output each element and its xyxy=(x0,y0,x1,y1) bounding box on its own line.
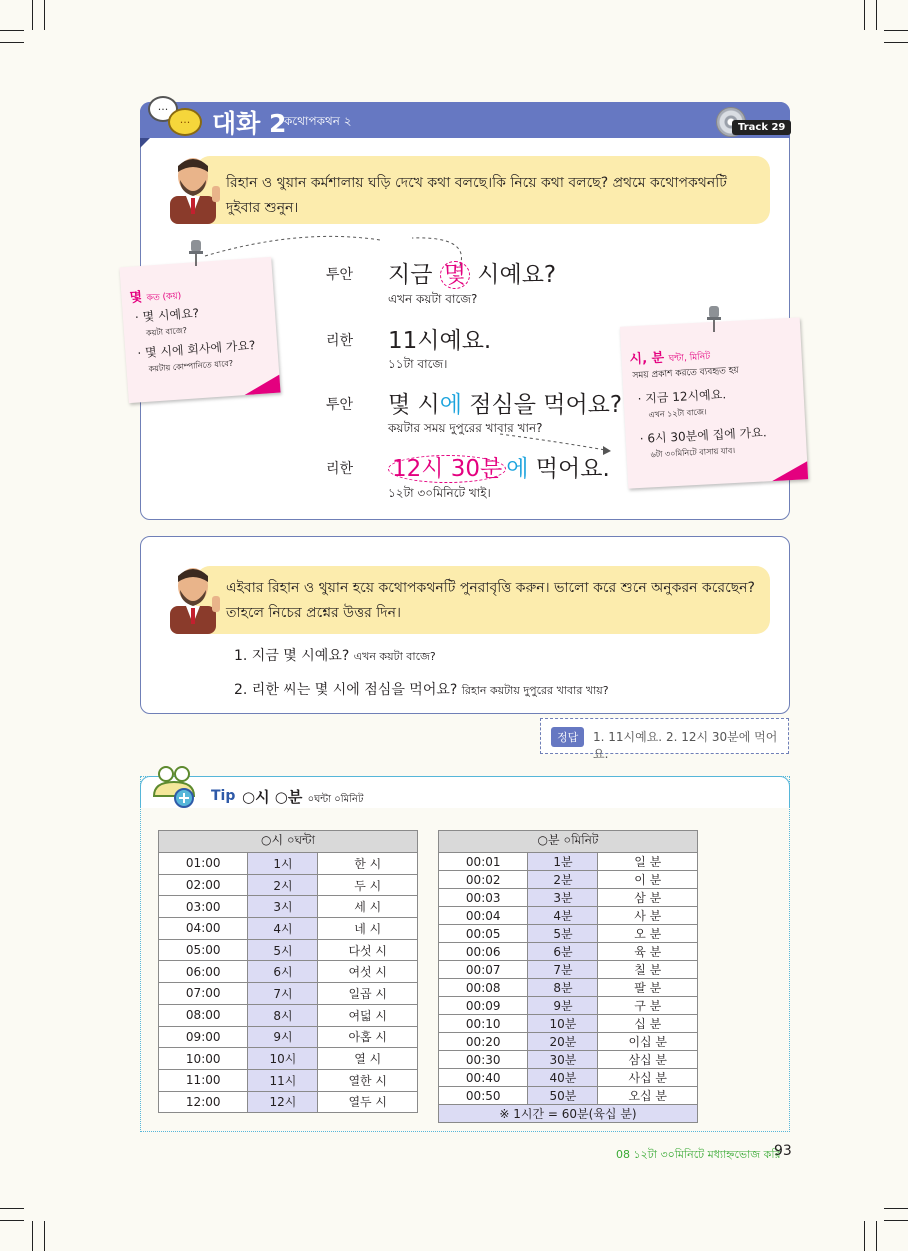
minutes-table xyxy=(438,830,698,1123)
time-cell: 11:00 xyxy=(159,1069,248,1091)
crop-mark xyxy=(884,1220,908,1221)
dialogue-instruction: রিহান ও থুয়ান কর্মশালায় ঘড়ি দেখে কথা বলছে।কি নিয়ে কথা বলছে? প্রথমে কথোপকথনটি দুইবার শুনুন। xyxy=(226,175,727,216)
time-cell: 00:05 xyxy=(439,925,528,943)
reading-cell: 삼십 분 xyxy=(598,1051,698,1069)
tip-header xyxy=(140,776,790,808)
table-row xyxy=(159,1026,418,1048)
practice-instruction: এইবার রিহান ও থুয়ান হয়ে কথোপকথনটি পুনরাবৃত্তি করুন। ভালো করে শুনে অনুকরন করেছেন? তাহলে নিচের প্রশ্নের উত্তর দিন। xyxy=(226,580,755,621)
number-cell: 2시 xyxy=(248,874,318,896)
reading-cell: 세 시 xyxy=(318,896,418,918)
dialogue-translation: কয়টার সময় দুপুরের খাবার খান? xyxy=(388,421,543,435)
time-cell: 00:10 xyxy=(439,1015,528,1033)
table-row xyxy=(439,943,698,961)
note-corner xyxy=(771,461,808,481)
korean-text: 지금 xyxy=(388,262,440,288)
dialogue-korean-line xyxy=(388,256,556,289)
crop-mark xyxy=(864,1221,865,1251)
reading-cell: 열한 시 xyxy=(318,1069,418,1091)
time-cell: 06:00 xyxy=(159,961,248,983)
number-cell: 30분 xyxy=(528,1051,598,1069)
number-cell: 6시 xyxy=(248,961,318,983)
highlight-word: 몇 xyxy=(440,261,470,289)
number-cell: 20분 xyxy=(528,1033,598,1051)
time-cell: 03:00 xyxy=(159,896,248,918)
question-kr: 1. 지금 몇 시예요? xyxy=(234,648,350,664)
reading-cell: 육 분 xyxy=(598,943,698,961)
speaker-name: 투안 xyxy=(326,397,354,413)
reading-cell: 구 분 xyxy=(598,997,698,1015)
note-heading-bn: ঘন্টা, মিনিট xyxy=(668,352,711,365)
crop-mark xyxy=(44,1221,45,1251)
time-cell: 00:04 xyxy=(439,907,528,925)
time-cell: 07:00 xyxy=(159,983,248,1005)
time-cell: 04:00 xyxy=(159,918,248,940)
number-cell: 8시 xyxy=(248,1004,318,1026)
reading-cell: 일 분 xyxy=(598,853,698,871)
crop-mark xyxy=(884,1208,908,1209)
tip-title xyxy=(242,786,363,809)
reading-cell: 이십 분 xyxy=(598,1033,698,1051)
reading-cell: 일곱 시 xyxy=(318,983,418,1005)
number-cell: 7분 xyxy=(528,961,598,979)
table-row xyxy=(439,925,698,943)
note-heading-kr: 시, 분 xyxy=(629,350,665,368)
reading-cell: 십 분 xyxy=(598,1015,698,1033)
time-cell: 00:40 xyxy=(439,1069,528,1087)
question-bn: এখন কয়টা বাজে? xyxy=(353,650,436,663)
table-row xyxy=(159,983,418,1005)
table-row xyxy=(439,1069,698,1087)
time-cell: 02:00 xyxy=(159,874,248,896)
note-description: সময় প্রকাশ করতে ব্যবহৃত হয় xyxy=(632,365,740,382)
time-cell: 00:07 xyxy=(439,961,528,979)
pushpin-icon xyxy=(188,240,204,266)
reading-cell: 팔 분 xyxy=(598,979,698,997)
dialogue-translation: এখন কয়টা বাজে? xyxy=(388,292,478,306)
chapter-footer: 08 ১২টা ৩০মিনিটে মধ্যাহ্নভোজ করি xyxy=(616,1148,781,1161)
number-cell: 2분 xyxy=(528,871,598,889)
dialogue-translation: ১১টা বাজে। xyxy=(388,357,448,371)
number-cell: 3분 xyxy=(528,889,598,907)
minutes-table-body xyxy=(439,853,698,1105)
dialogue-title: 대화 2 xyxy=(212,109,287,138)
table-row xyxy=(439,961,698,979)
korean-text: 점심을 먹어요? xyxy=(461,392,623,418)
time-cell: 00:09 xyxy=(439,997,528,1015)
table-row xyxy=(439,1015,698,1033)
korean-text: 몇 시 xyxy=(388,392,440,418)
track-label[interactable]: Track 29 xyxy=(732,120,791,135)
minutes-table-note: ※ 1시간 = 60분(육십 분) xyxy=(439,1105,698,1123)
speaker-name: 투안 xyxy=(326,267,354,283)
hours-table-body xyxy=(159,853,418,1113)
note-example-bn: কয়টা বাজে? xyxy=(145,325,188,338)
reading-cell: 아홉 시 xyxy=(318,1026,418,1048)
dialogue-korean-line: 11시예요. xyxy=(388,328,492,354)
number-cell: 50분 xyxy=(528,1087,598,1105)
reading-cell: 오십 분 xyxy=(598,1087,698,1105)
table-row xyxy=(159,896,418,918)
dialogue-korean-line xyxy=(388,386,622,419)
number-cell: 40분 xyxy=(528,1069,598,1087)
number-cell: 9시 xyxy=(248,1026,318,1048)
table-row xyxy=(159,1069,418,1091)
crop-mark xyxy=(876,1221,877,1251)
tip-label: Tip xyxy=(211,788,236,804)
time-cell: 01:00 xyxy=(159,853,248,875)
time-cell: 00:20 xyxy=(439,1033,528,1051)
number-cell: 6분 xyxy=(528,943,598,961)
speaker-name: 리한 xyxy=(326,333,354,349)
number-cell: 10시 xyxy=(248,1048,318,1070)
number-cell: 7시 xyxy=(248,983,318,1005)
reading-cell: 네 시 xyxy=(318,918,418,940)
users-plus-icon xyxy=(150,764,200,808)
dialogue-korean-line xyxy=(388,450,610,483)
note-example-kr: · 지금 12시예요. xyxy=(637,387,727,406)
table-row xyxy=(439,1033,698,1051)
hours-table-header: ○시 ০ঘন্টা xyxy=(159,831,418,853)
reading-cell: 다섯 시 xyxy=(318,939,418,961)
reading-cell: 이 분 xyxy=(598,871,698,889)
number-cell: 9분 xyxy=(528,997,598,1015)
grammar-note-left xyxy=(119,257,280,403)
table-row xyxy=(159,1091,418,1113)
answer-box xyxy=(540,718,789,761)
table-row xyxy=(439,889,698,907)
number-cell: 11시 xyxy=(248,1069,318,1091)
reading-cell: 여덟 시 xyxy=(318,1004,418,1026)
answer-text: 1. 11시예요. 2. 12시 30분에 먹어요. xyxy=(593,730,778,761)
highlight-word: 에 xyxy=(506,456,529,482)
number-cell: 5분 xyxy=(528,925,598,943)
note-example-kr: · 몇 시예요? xyxy=(134,306,200,325)
note-heading-kr: 몇 xyxy=(129,289,143,306)
time-cell: 00:50 xyxy=(439,1087,528,1105)
table-row xyxy=(439,1051,698,1069)
time-cell: 00:02 xyxy=(439,871,528,889)
tip-title-bn: ০ঘন্টা ০মিনিট xyxy=(307,794,364,805)
time-cell: 10:00 xyxy=(159,1048,248,1070)
teacher-avatar-icon xyxy=(160,562,226,634)
time-cell: 00:03 xyxy=(439,889,528,907)
table-row xyxy=(159,961,418,983)
time-cell: 05:00 xyxy=(159,939,248,961)
note-example-kr: · 몇 시에 회사에 가요? xyxy=(136,338,256,361)
table-row xyxy=(159,939,418,961)
time-cell: 09:00 xyxy=(159,1026,248,1048)
number-cell: 3시 xyxy=(248,896,318,918)
table-row xyxy=(159,874,418,896)
number-cell: 4분 xyxy=(528,907,598,925)
minutes-table-header: ○분 ০মিনিট xyxy=(439,831,698,853)
korean-text: 시예요? xyxy=(469,262,557,288)
pushpin-icon xyxy=(706,306,722,332)
page-number: 93 xyxy=(774,1143,792,1159)
note-example-bn: ৬টা ৩০মিনিটে বাসায় যাব। xyxy=(650,445,736,460)
dialogue-translation: ১২টা ৩০মিনিটে খাই। xyxy=(388,486,491,500)
number-cell: 5시 xyxy=(248,939,318,961)
time-cell: 00:01 xyxy=(439,853,528,871)
number-cell: 8분 xyxy=(528,979,598,997)
korean-text: 먹어요. xyxy=(528,456,610,482)
table-row xyxy=(439,853,698,871)
reading-cell: 사 분 xyxy=(598,907,698,925)
table-row xyxy=(159,1048,418,1070)
note-corner xyxy=(243,375,280,395)
highlight-word: 에 xyxy=(439,392,462,418)
table-row xyxy=(439,1087,698,1105)
speech-bubble-icon: ... xyxy=(148,96,178,122)
reading-cell: 사십 분 xyxy=(598,1069,698,1087)
speech-bubble-icon: ... xyxy=(168,108,202,136)
crop-mark xyxy=(0,1220,24,1221)
number-cell: 4시 xyxy=(248,918,318,940)
speaker-name: 리한 xyxy=(326,461,354,477)
reading-cell: 오 분 xyxy=(598,925,698,943)
time-cell: 00:30 xyxy=(439,1051,528,1069)
reading-cell: 두 시 xyxy=(318,874,418,896)
question-2 xyxy=(234,679,609,701)
number-cell: 1분 xyxy=(528,853,598,871)
time-cell: 00:08 xyxy=(439,979,528,997)
table-row xyxy=(439,907,698,925)
reading-cell: 칠 분 xyxy=(598,961,698,979)
highlight-word: 12시 30분 xyxy=(388,455,506,483)
table-row xyxy=(439,997,698,1015)
time-cell: 12:00 xyxy=(159,1091,248,1113)
crop-mark xyxy=(0,1208,24,1209)
reading-cell: 여섯 시 xyxy=(318,961,418,983)
number-cell: 10분 xyxy=(528,1015,598,1033)
table-row xyxy=(159,918,418,940)
table-row xyxy=(159,853,418,875)
grammar-note-right xyxy=(620,317,808,488)
reading-cell: 열 시 xyxy=(318,1048,418,1070)
time-cell: 08:00 xyxy=(159,1004,248,1026)
time-cell: 00:06 xyxy=(439,943,528,961)
table-row xyxy=(439,871,698,889)
note-heading-bn: কত (কয়) xyxy=(146,291,182,304)
note-example-bn: এখন ১২টা বাজে। xyxy=(648,407,707,420)
tip-title-kr: ○시 ○분 xyxy=(242,788,303,806)
question-kr: 2. 리한 씨는 몇 시에 점심을 먹어요? xyxy=(234,682,458,698)
crop-mark xyxy=(32,1221,33,1251)
reading-cell: 열두 시 xyxy=(318,1091,418,1113)
hours-table xyxy=(158,830,418,1113)
question-1 xyxy=(234,645,436,667)
number-cell: 12시 xyxy=(248,1091,318,1113)
question-bn: রিহান কয়টায় দুপুরের খাবার খায়? xyxy=(461,684,609,697)
number-cell: 1시 xyxy=(248,853,318,875)
answer-badge: 정답 xyxy=(551,727,584,747)
dialogue-subtitle: কথোপকথন ২ xyxy=(284,114,352,128)
table-row xyxy=(159,1004,418,1026)
note-example-kr: · 6시 30분에 집에 가요. xyxy=(639,425,767,446)
reading-cell: 한 시 xyxy=(318,853,418,875)
note-heading xyxy=(129,283,182,307)
table-row xyxy=(439,979,698,997)
note-example-bn: কয়টায় কোম্পানিতে যাবে? xyxy=(148,358,234,374)
reading-cell: 삼 분 xyxy=(598,889,698,907)
